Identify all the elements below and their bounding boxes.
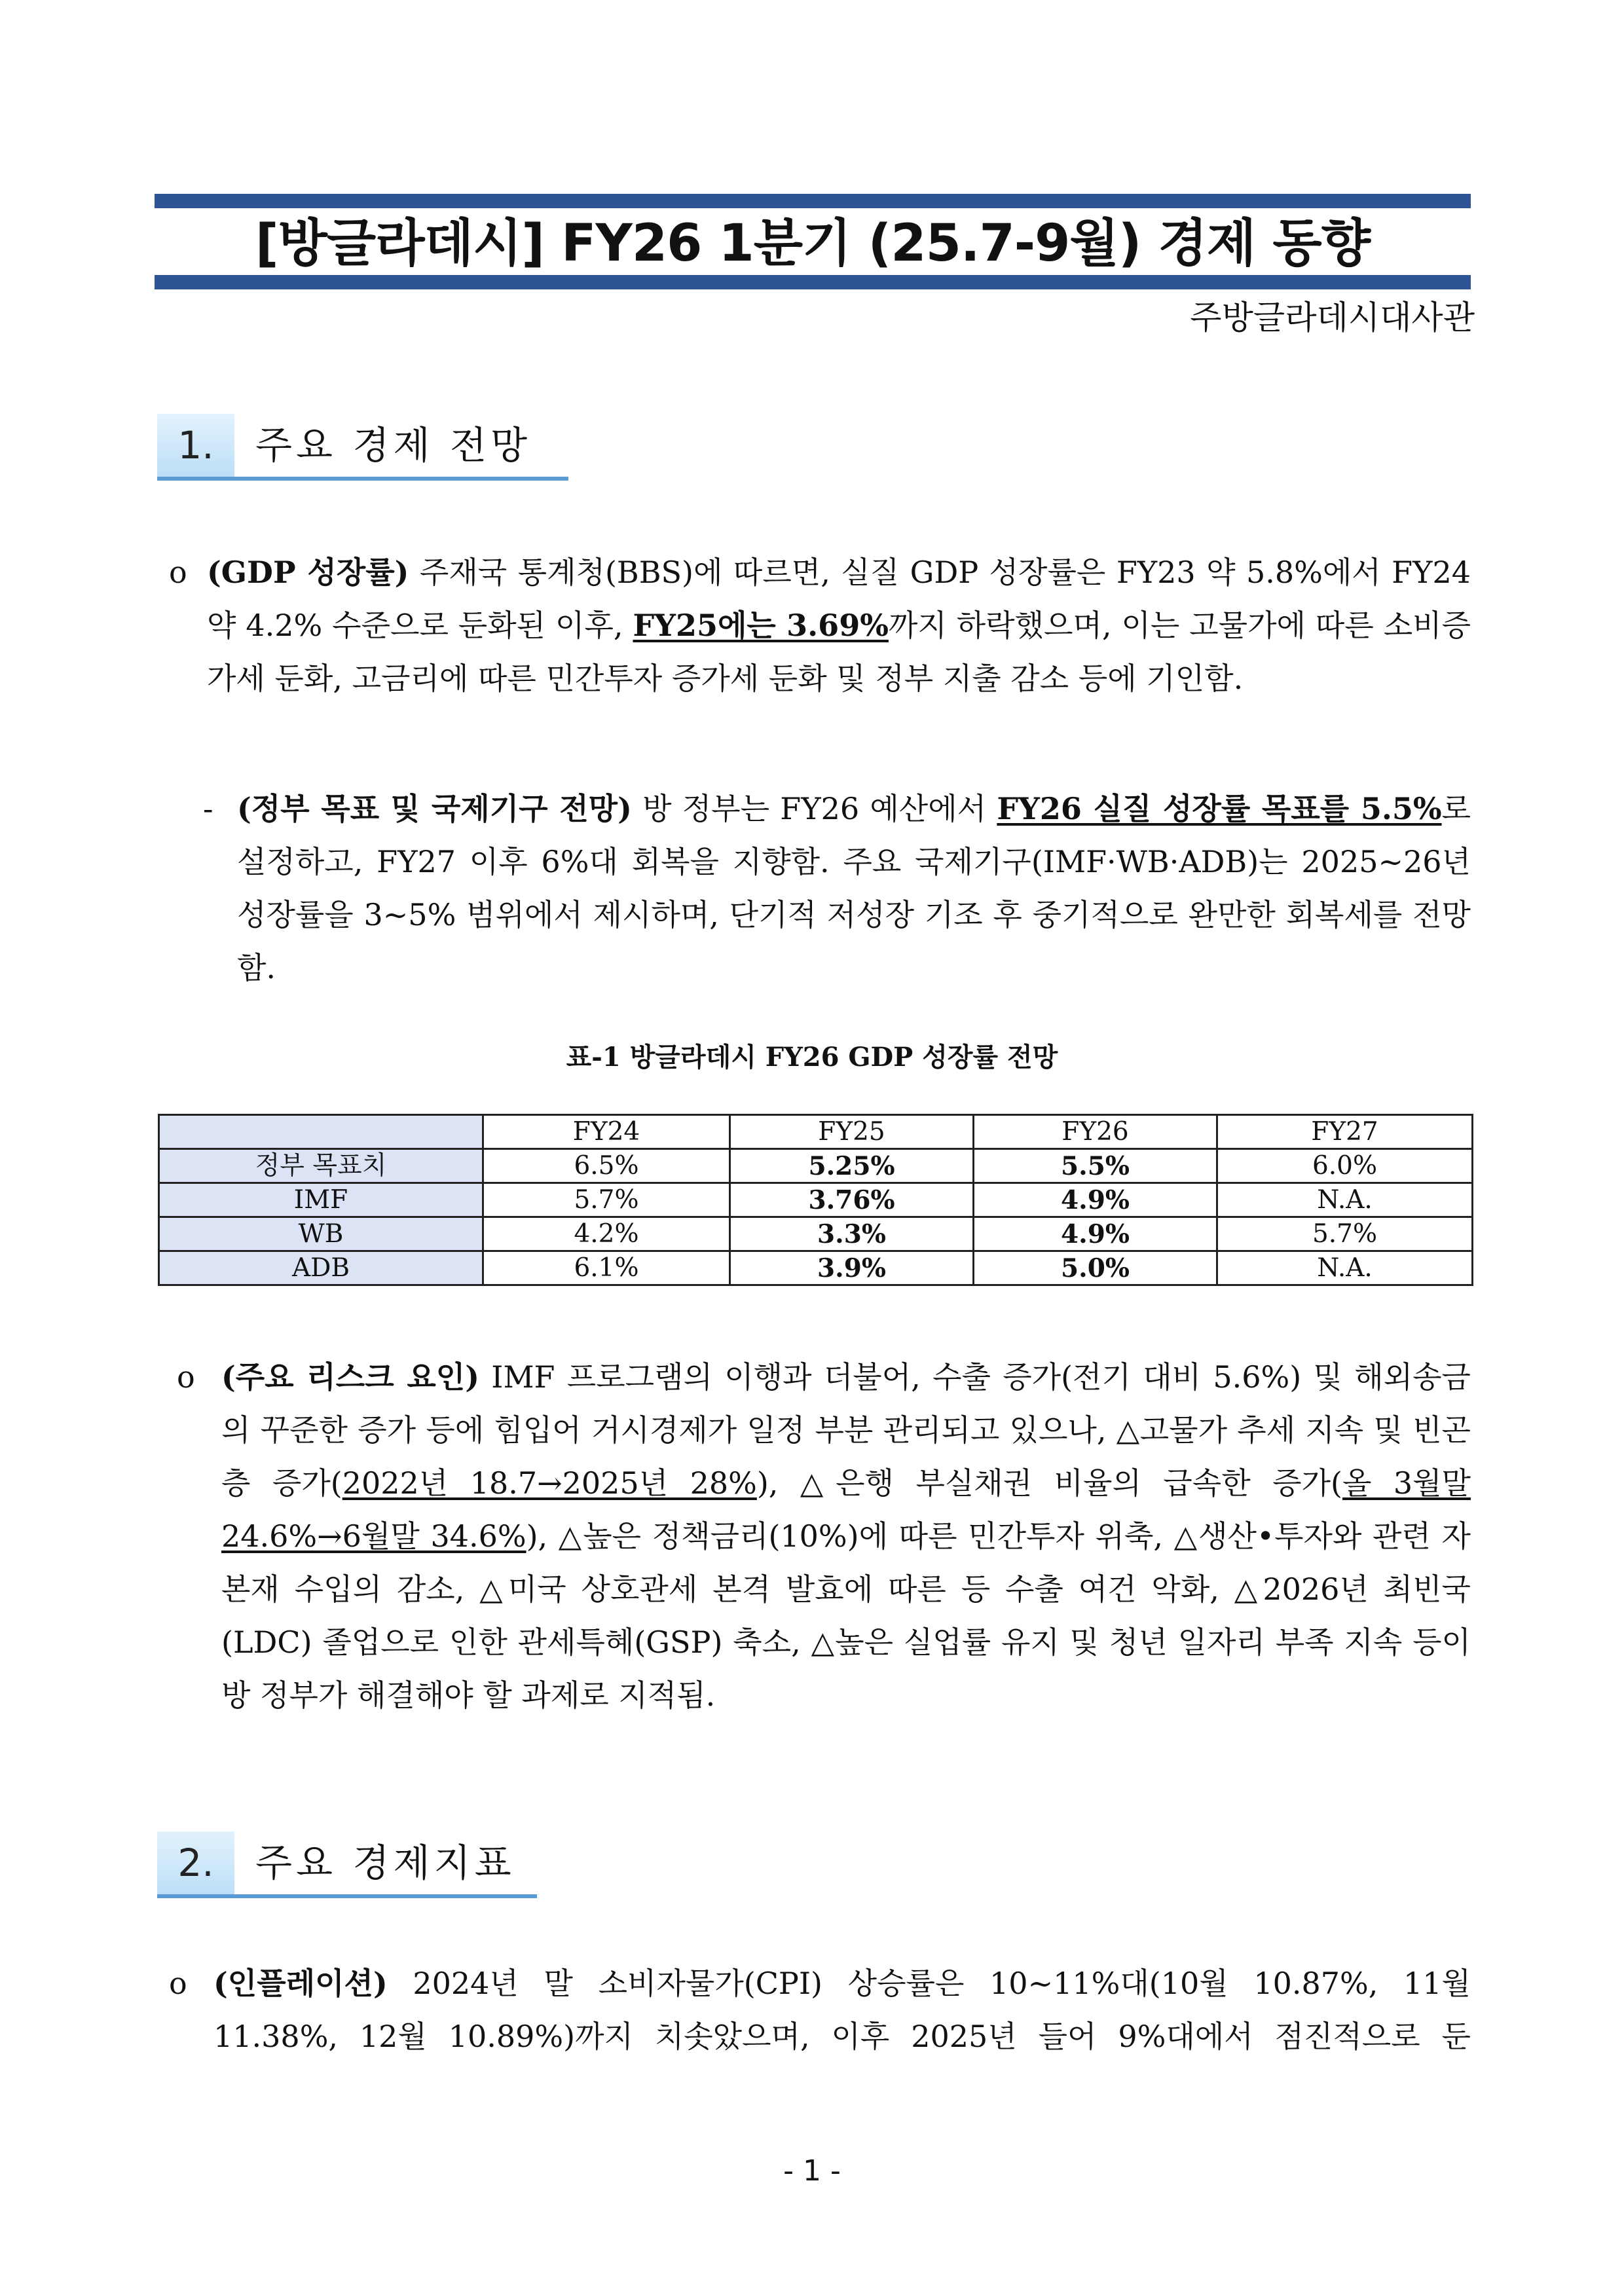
table-cell: 4.2% xyxy=(483,1217,730,1251)
table-cell: 5.0% xyxy=(974,1251,1217,1285)
table-cell: 3.76% xyxy=(730,1183,974,1217)
risk-factors-paragraph xyxy=(221,1351,1471,1722)
row-label: 정부 목표치 xyxy=(159,1149,483,1183)
row-label: ADB xyxy=(159,1251,483,1285)
table-cell: 5.5% xyxy=(974,1149,1217,1183)
section-2-number: 2. xyxy=(157,1831,234,1894)
outlook-text-1: 방 정부는 FY26 예산에서 xyxy=(631,791,997,826)
table-cell: 6.0% xyxy=(1217,1149,1473,1183)
gdp-growth-label: (GDP 성장률) xyxy=(207,555,409,590)
table-cell: N.A. xyxy=(1217,1183,1473,1217)
table-row xyxy=(159,1149,1473,1183)
table-cell: 5.25% xyxy=(730,1149,974,1183)
table-cell: 5.7% xyxy=(1217,1217,1473,1251)
table-cell: 5.7% xyxy=(483,1183,730,1217)
risk-text-1: IMF 프로그램의 이행과 더불어, 수출 증가(전기 대비 5.6%) 및 해외송금의 꾸준한 증가 등에 힘입어 거시경제가 일정 부분 관리되고 있으나, △고물가 추세 지속 및 빈곤층 증가( xyxy=(221,1359,1471,1501)
organization-name: 주방글라데시대사관 xyxy=(1190,299,1475,337)
table-cell: 6.1% xyxy=(483,1251,730,1285)
table-row xyxy=(159,1217,1473,1251)
table-cell: 3.9% xyxy=(730,1251,974,1285)
risk-factors-label: (주요 리스크 요인) xyxy=(221,1359,479,1395)
inflation-text: 2024년 말 소비자물가(CPI) 상승률은 10~11%대(10월 10.87%, 11월 11.38%, 12월 10.89%)까지 치솟았으며, 이후 2025년 들어 9%대에서 점진적으로 둔 xyxy=(213,1966,1471,2054)
table-header-cell: FY26 xyxy=(974,1115,1217,1149)
table-corner-cell xyxy=(159,1115,483,1149)
dash-marker: - xyxy=(203,791,213,826)
table-cell: N.A. xyxy=(1217,1251,1473,1285)
risk-text-2: ), △은행 부실채권 비율의 급속한 증가( xyxy=(756,1465,1342,1501)
table-cell: 4.9% xyxy=(974,1183,1217,1217)
poverty-figure: 2022년 18.7→2025년 28% xyxy=(342,1465,757,1501)
table-cell: 4.9% xyxy=(974,1217,1217,1251)
table-cell: 6.5% xyxy=(483,1149,730,1183)
section-1-heading xyxy=(157,414,568,477)
gdp-growth-paragraph xyxy=(207,546,1471,705)
table-caption: 표-1 방글라데시 FY26 GDP 성장률 전망 xyxy=(566,1042,1058,1073)
section-1-title: 주요 경제 전망 xyxy=(255,423,532,468)
section-2-title: 주요 경제지표 xyxy=(255,1841,515,1885)
outlook-text-2: 로 설정하고, FY27 이후 6%대 회복을 지향함. 주요 국제기구(IMF·WB·ADB)는 2025~26년 성장률을 3~5% 범위에서 제시하며, 단기적 저성장 기조 후 중기적으로 완만한 회복세를 전망함. xyxy=(237,791,1471,985)
section-2-underline xyxy=(157,1894,537,1898)
npl-figure: 올 3월말 24.6%→6월말 34.6% xyxy=(221,1465,1471,1554)
risk-text-3: ), △높은 정책금리(10%)에 따른 민간투자 위축, △생산•투자와 관련 자본재 수입의 감소, △미국 상호관세 본격 발효에 따른 등 수출 여건 악화, △2026년 최빈국(LDC) 졸업으로 인한 관세특혜(GSP) 축소, △높은 실업률 유지 및 청년 일자리 부족 지속 등이 방 정부가 해결해야 할 과제로 지적됨. xyxy=(221,1518,1471,1713)
bullet-marker: o xyxy=(177,1359,195,1395)
inflation-label: (인플레이션) xyxy=(213,1966,388,2001)
bullet-marker: o xyxy=(169,555,187,590)
row-label: WB xyxy=(159,1217,483,1251)
table-header-cell: FY24 xyxy=(483,1115,730,1149)
section-1-underline xyxy=(157,477,568,481)
fy25-growth-highlight: FY25에는 3.69% xyxy=(633,608,889,643)
fy26-target-highlight: FY26 실질 성장률 목표를 5.5% xyxy=(997,791,1442,826)
table-row xyxy=(159,1251,1473,1285)
page-number: - 1 - xyxy=(783,2154,841,2188)
table-header-cell: FY27 xyxy=(1217,1115,1473,1149)
table-cell: 3.3% xyxy=(730,1217,974,1251)
title-bottom-rule xyxy=(155,275,1471,289)
title-top-rule xyxy=(155,194,1471,208)
document-title: [방글라데시] FY26 1분기 (25.7-9월) 경제 동향 xyxy=(255,214,1371,273)
inflation-paragraph xyxy=(213,1957,1471,2063)
table-row xyxy=(159,1183,1473,1217)
gdp-growth-text-2: 까지 하락했으며, 이는 고물가에 따른 소비증가세 둔화, 고금리에 따른 민간투자 증가세 둔화 및 정부 지출 감소 등에 기인함. xyxy=(207,608,1471,696)
row-label: IMF xyxy=(159,1183,483,1217)
outlook-paragraph xyxy=(237,782,1471,995)
table-header-cell: FY25 xyxy=(730,1115,974,1149)
outlook-label: (정부 목표 및 국제기구 전망) xyxy=(237,791,632,826)
bullet-marker: o xyxy=(169,1966,187,2001)
table-header-row xyxy=(159,1115,1473,1149)
gdp-forecast-table xyxy=(158,1114,1473,1286)
section-2-heading xyxy=(157,1831,537,1894)
section-1-number: 1. xyxy=(157,414,234,477)
gdp-growth-text-1: 주재국 통계청(BBS)에 따르면, 실질 GDP 성장률은 FY23 약 5.8%에서 FY24 약 4.2% 수준으로 둔화된 이후, xyxy=(207,555,1471,643)
